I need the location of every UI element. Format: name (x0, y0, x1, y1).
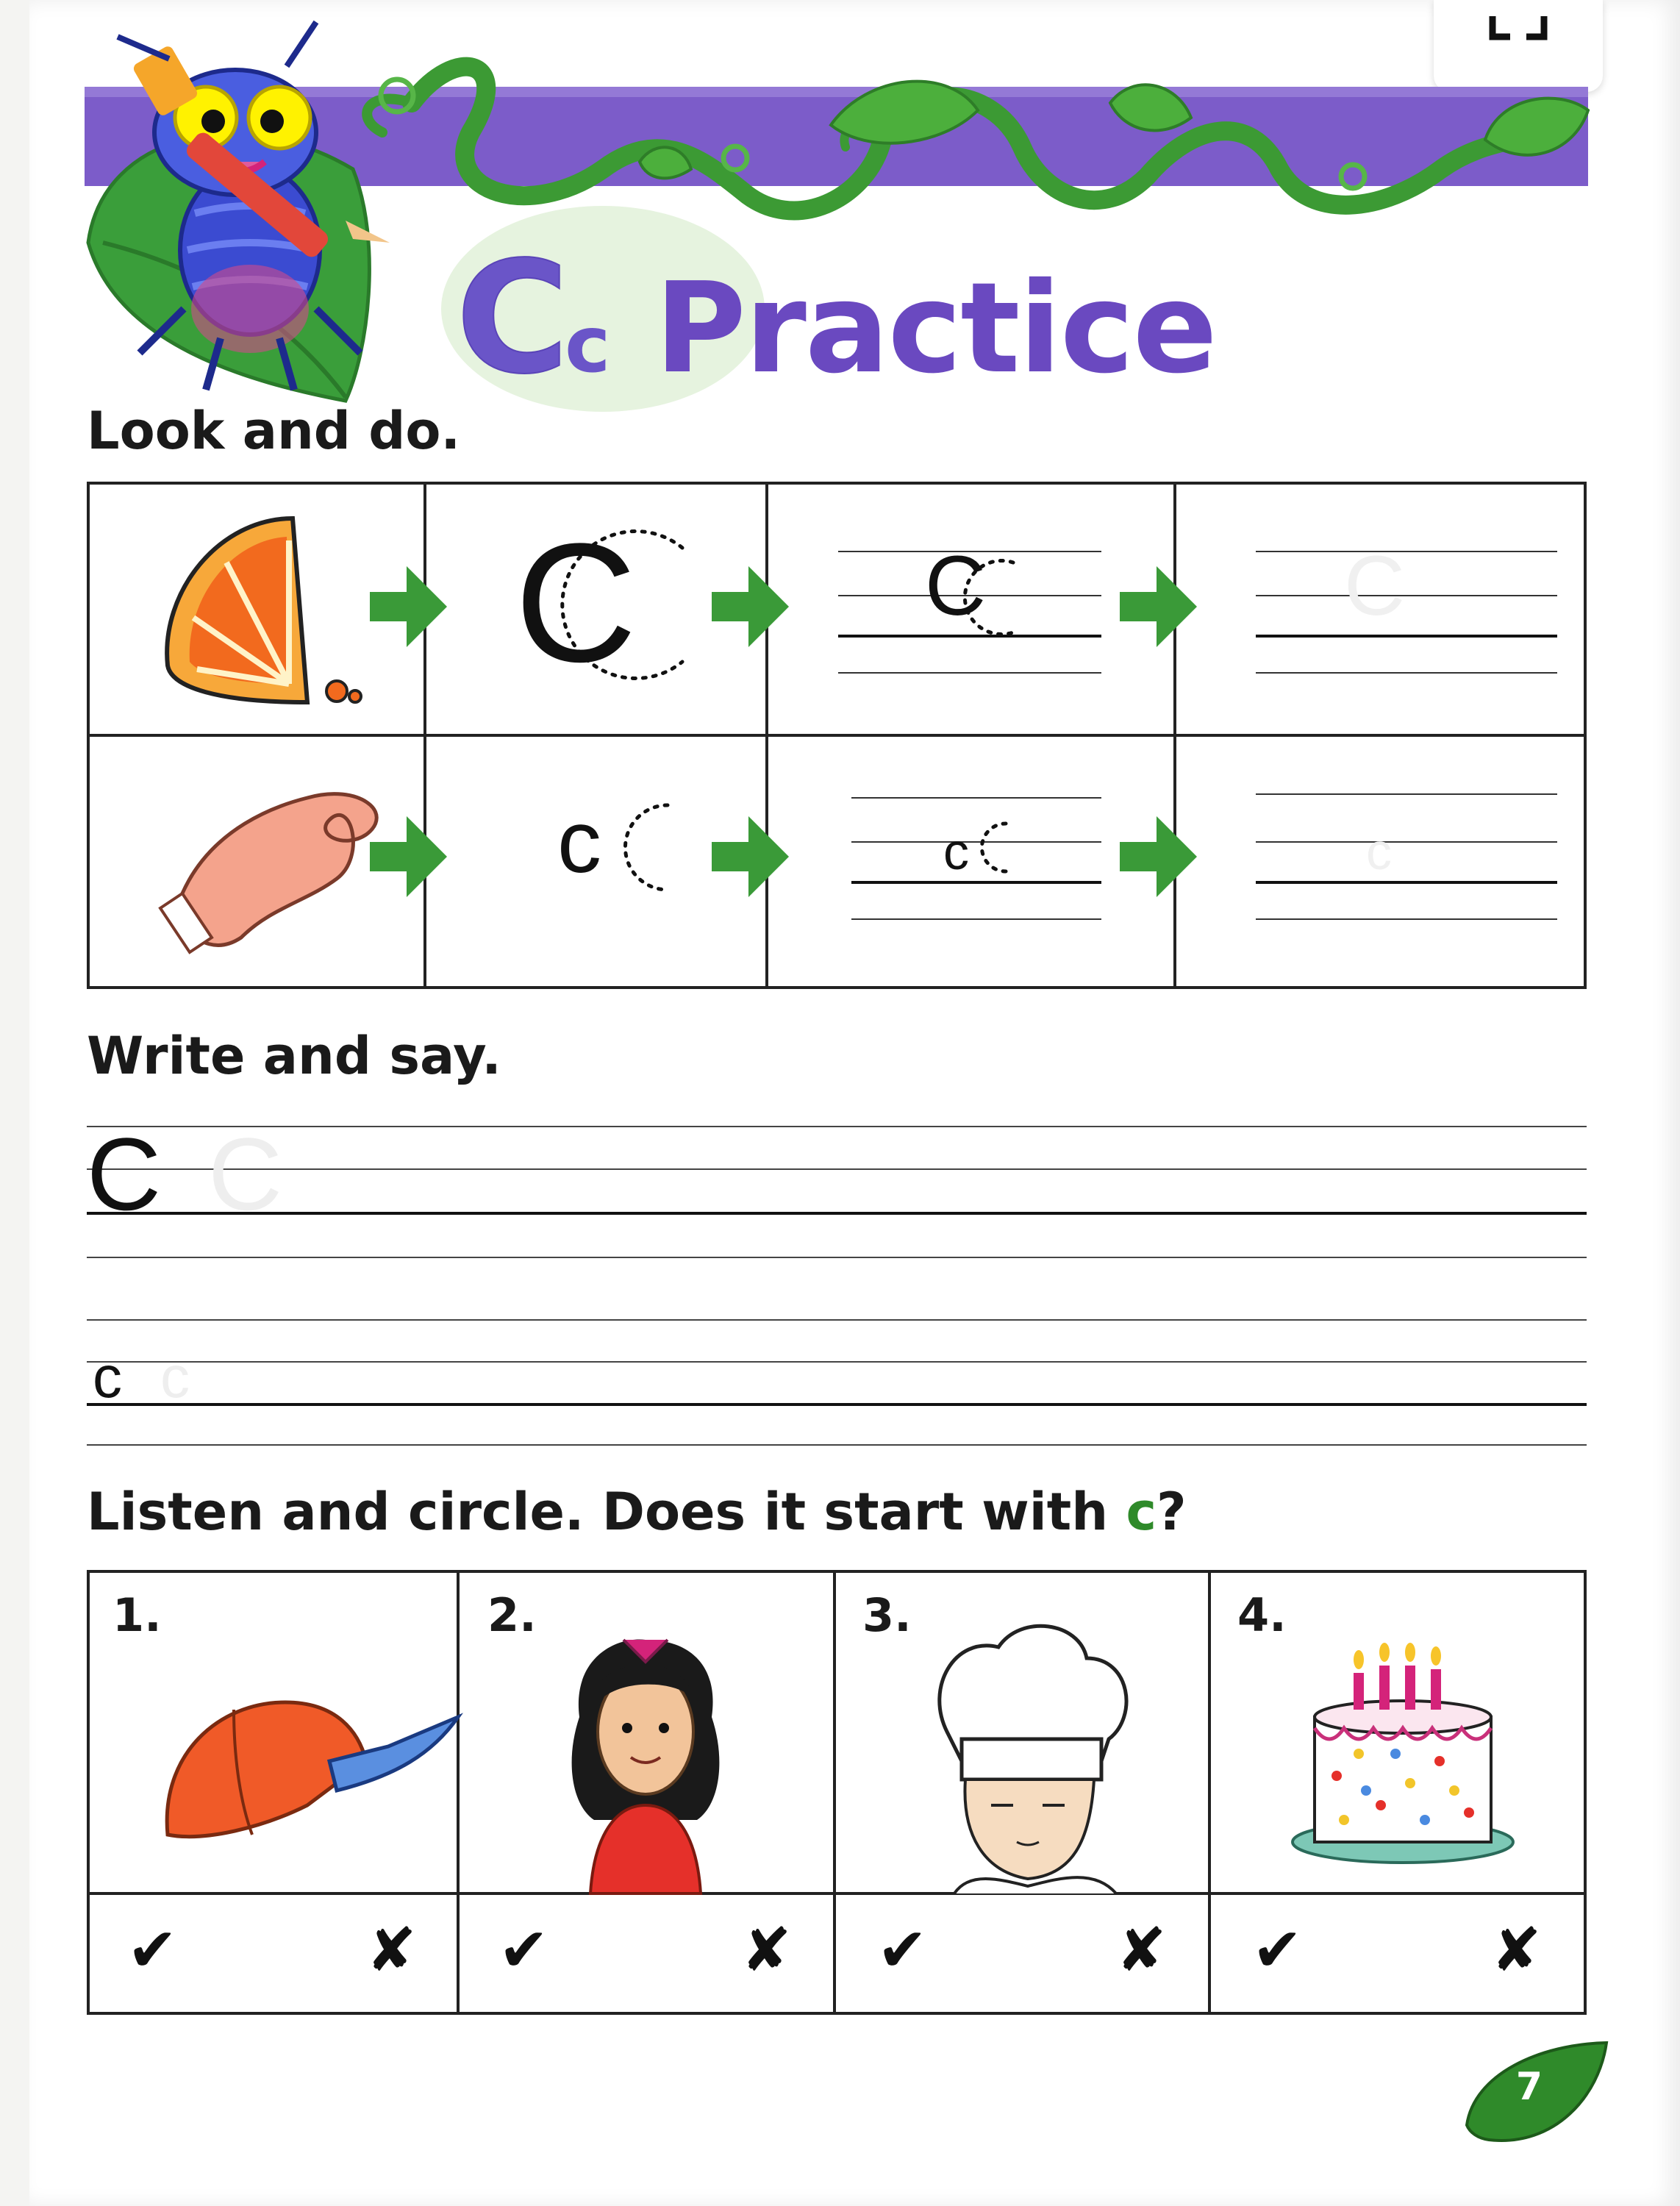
instruction-listen-and-circle (87, 1482, 1187, 1542)
lined-trace-letter-big: C (925, 539, 987, 633)
page-number: 7 (1515, 2065, 1543, 2109)
arrow-icon (370, 566, 1197, 897)
writing-lines[interactable] (87, 1118, 1587, 1456)
instruction-look-and-do: Look and do. (87, 401, 461, 461)
page-header (0, 0, 1680, 412)
item-number-1: 1. (112, 1588, 162, 1642)
title-big-c: C (456, 228, 565, 408)
instruction-letter: c (1126, 1482, 1157, 1542)
free-letter-big[interactable]: C (1344, 539, 1406, 633)
trace-letter-small: c (557, 793, 601, 891)
cross-mark-1[interactable]: ✘ (366, 1916, 417, 1985)
cook-icon (940, 1626, 1126, 1893)
look-and-do-grid (87, 482, 1587, 989)
write-letter-capital: C (87, 1116, 162, 1232)
cross-mark-4[interactable]: ✘ (1491, 1916, 1542, 1985)
item-number-4: 4. (1237, 1588, 1287, 1642)
check-mark-4[interactable]: ✔ (1252, 1916, 1303, 1985)
cap-icon (167, 1702, 458, 1837)
cross-mark-3[interactable]: ✘ (1116, 1916, 1167, 1985)
cross-mark-2[interactable]: ✘ (741, 1916, 792, 1985)
check-mark-3[interactable]: ✔ (877, 1916, 928, 1985)
cake-icon (1293, 1643, 1513, 1863)
instruction-prefix: Listen and circle. Does it start with (87, 1482, 1126, 1542)
item-number-2: 2. (487, 1588, 537, 1642)
item-number-3: 3. (862, 1588, 912, 1642)
lined-trace-letter-small: c (943, 823, 969, 880)
check-mark-2[interactable]: ✔ (498, 1916, 549, 1985)
write-letter-small-ghost: c (160, 1344, 190, 1410)
hand-c-shape-icon (160, 794, 376, 952)
girl-icon (572, 1639, 720, 1893)
title-small-c: c (565, 300, 611, 390)
page-title (456, 228, 1216, 408)
title-word: Practice (654, 256, 1216, 401)
orange-slice-icon (167, 518, 361, 702)
write-letter-small: c (93, 1344, 122, 1410)
check-mark-1[interactable]: ✔ (127, 1916, 178, 1985)
trace-letter-big: C (515, 508, 637, 697)
listen-and-circle-grid (87, 1570, 1587, 2015)
instruction-suffix: ? (1156, 1482, 1187, 1542)
free-letter-small[interactable]: c (1366, 823, 1392, 880)
instruction-write-and-say: Write and say. (87, 1026, 501, 1086)
write-letter-capital-ghost: C (208, 1116, 283, 1232)
